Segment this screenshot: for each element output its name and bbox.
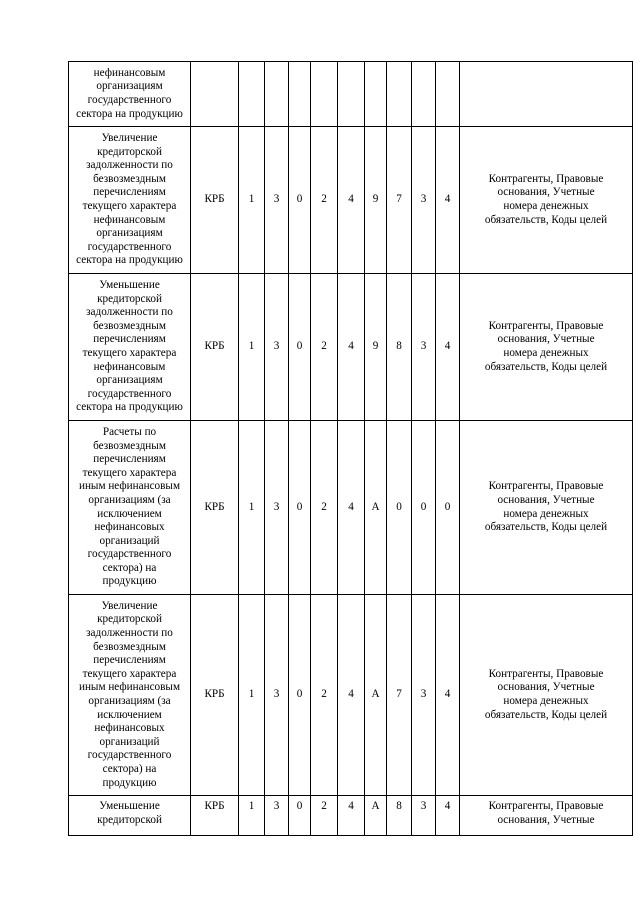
account-name-cell: [69, 127, 191, 274]
code-digit-cell: 0: [289, 796, 311, 836]
code-digit-cell: 4: [338, 595, 365, 796]
accounts-table: [68, 61, 633, 836]
code-digit-cell: [311, 62, 338, 127]
code-digit-cell: 1: [239, 595, 265, 796]
code-digit-cell: 2: [311, 421, 338, 595]
account-name-cell: [69, 595, 191, 796]
account-name-line: задолженности по: [86, 306, 173, 319]
analytics-note-line: обязательств, Коды целей: [484, 708, 608, 721]
account-name-line: исключением: [97, 708, 162, 721]
code-digit-cell: 9: [365, 127, 387, 274]
account-name-line: безвозмездным: [93, 439, 166, 452]
code-digit-cell: 2: [311, 274, 338, 421]
code-digit-cell: [289, 62, 311, 127]
account-name-line: Уменьшение: [99, 800, 160, 812]
account-name-line: государственного: [87, 387, 172, 400]
code-digit-cell: А: [365, 421, 387, 595]
account-name-line: задолженности по: [86, 627, 173, 640]
analytics-note-line: обязательств, Коды целей: [484, 521, 608, 534]
account-name-line: продукцию: [102, 776, 157, 789]
account-name-line: перечислениям: [93, 654, 166, 667]
code-digit-cell: [338, 62, 365, 127]
table-row: [69, 595, 633, 796]
analytics-note-line: Контрагенты, Правовые: [488, 319, 604, 332]
code-digit-cell: 3: [412, 595, 436, 796]
account-name-line: кредиторской: [97, 813, 162, 826]
analytics-note-line: обязательств, Коды целей: [484, 360, 608, 373]
account-name-line: государственного: [87, 749, 172, 762]
account-name-line: нефинансовым: [93, 213, 166, 226]
document-page: [68, 61, 633, 836]
accounts-table-body: [69, 62, 633, 836]
code-digit-cell: 4: [338, 796, 365, 836]
analytics-notes-cell: [460, 274, 633, 421]
code-digit-cell: 4: [338, 274, 365, 421]
account-name-line: текущего характера: [82, 347, 177, 359]
analytics-notes-cell: [460, 796, 633, 836]
account-name-line: Увеличение: [101, 132, 158, 145]
account-name-line: сектора) на: [102, 762, 157, 775]
code-digit-cell: 3: [412, 274, 436, 421]
code-digit-cell: 2: [311, 127, 338, 274]
account-name-line: иным нефинансовым: [78, 681, 181, 694]
account-name-line: нефинансовых: [94, 722, 165, 735]
table-row: [69, 62, 633, 127]
code-digit-cell: 8: [387, 274, 412, 421]
code-digit-cell: 3: [412, 796, 436, 836]
code-digit-cell: [365, 62, 387, 127]
analytics-note-line: номера денежных: [503, 695, 589, 707]
code-digit-cell: [412, 62, 436, 127]
analytics-note-line: Контрагенты, Правовые: [488, 667, 604, 680]
account-name-line: безвозмездным: [93, 172, 166, 185]
analytics-note-line: номера денежных: [503, 200, 589, 212]
analytics-note-line: основания, Учетные: [497, 813, 595, 826]
analytics-notes-cell: [460, 421, 633, 595]
code-digit-cell: [436, 62, 460, 127]
analytics-note-line: основания, Учетные: [497, 186, 595, 199]
account-name-cell: [69, 796, 191, 836]
code-digit-cell: 1: [239, 127, 265, 274]
code-digit-cell: 3: [265, 595, 289, 796]
account-name-line: задолженности по: [86, 159, 173, 172]
account-name-line: нефинансовых: [94, 521, 165, 534]
code-digit-cell: 0: [436, 421, 460, 595]
code-digit-cell: 3: [265, 127, 289, 274]
account-name-line: организациям (за: [88, 695, 171, 707]
table-row: [69, 796, 633, 836]
code-digit-cell: 0: [289, 274, 311, 421]
analytics-note-line: Контрагенты, Правовые: [488, 800, 604, 812]
type-cell: КРБ: [191, 595, 239, 796]
account-name-line: сектора на продукцию: [76, 254, 183, 267]
account-name-line: организациям: [96, 374, 163, 387]
account-name-line: организациям: [96, 227, 163, 240]
code-digit-cell: 1: [239, 421, 265, 595]
analytics-note-line: основания, Учетные: [497, 681, 595, 694]
table-row: [69, 274, 633, 421]
code-digit-cell: 8: [387, 796, 412, 836]
code-digit-cell: 4: [436, 595, 460, 796]
account-name-line: Расчеты по: [102, 425, 157, 438]
code-digit-cell: [387, 62, 412, 127]
type-cell: КРБ: [191, 796, 239, 836]
code-digit-cell: 4: [436, 274, 460, 421]
code-digit-cell: 3: [412, 127, 436, 274]
code-digit-cell: А: [365, 796, 387, 836]
code-digit-cell: 0: [412, 421, 436, 595]
account-name-line: организаций: [99, 534, 160, 547]
account-name-line: иным нефинансовым: [78, 480, 181, 493]
analytics-note-line: основания, Учетные: [497, 333, 595, 346]
account-name-line: организаций: [99, 735, 160, 748]
account-name-line: исключением: [97, 507, 162, 520]
code-digit-cell: А: [365, 595, 387, 796]
code-digit-cell: 2: [311, 595, 338, 796]
type-cell: [191, 62, 239, 127]
table-row: [69, 421, 633, 595]
code-digit-cell: 2: [311, 796, 338, 836]
account-name-line: перечислениям: [93, 333, 166, 346]
account-name-line: государственного: [87, 548, 172, 561]
account-name-line: организациям: [96, 80, 163, 93]
account-name-cell: [69, 274, 191, 421]
code-digit-cell: [239, 62, 265, 127]
account-name-line: перечислениям: [93, 453, 166, 466]
analytics-note-line: обязательств, Коды целей: [484, 213, 608, 226]
code-digit-cell: 7: [387, 595, 412, 796]
code-digit-cell: 3: [265, 796, 289, 836]
code-digit-cell: 3: [265, 274, 289, 421]
code-digit-cell: 7: [387, 127, 412, 274]
type-cell: КРБ: [191, 274, 239, 421]
account-name-line: нефинансовым: [93, 66, 166, 79]
type-cell: КРБ: [191, 421, 239, 595]
code-digit-cell: 0: [289, 421, 311, 595]
code-digit-cell: [265, 62, 289, 127]
account-name-line: сектора) на: [102, 561, 157, 574]
account-name-line: нефинансовым: [93, 360, 166, 373]
code-digit-cell: 0: [289, 127, 311, 274]
type-cell: КРБ: [191, 127, 239, 274]
code-digit-cell: 3: [265, 421, 289, 595]
code-digit-cell: 0: [387, 421, 412, 595]
account-name-line: государственного: [87, 94, 172, 106]
account-name-line: сектора на продукцию: [76, 107, 183, 120]
analytics-notes-cell: [460, 62, 633, 127]
analytics-notes-cell: [460, 127, 633, 274]
account-name-cell: [69, 62, 191, 127]
account-name-line: кредиторской: [97, 292, 162, 305]
account-name-line: организациям (за: [88, 493, 171, 506]
code-digit-cell: 1: [239, 796, 265, 836]
analytics-notes-cell: [460, 595, 633, 796]
code-digit-cell: 4: [338, 127, 365, 274]
account-name-cell: [69, 421, 191, 595]
account-name-line: перечислениям: [93, 186, 166, 199]
code-digit-cell: 9: [365, 274, 387, 421]
account-name-line: Увеличение: [101, 599, 158, 612]
code-digit-cell: 4: [436, 127, 460, 274]
account-name-line: государственного: [87, 240, 172, 253]
analytics-note-line: Контрагенты, Правовые: [488, 172, 604, 185]
account-name-line: продукцию: [102, 575, 157, 588]
code-digit-cell: 1: [239, 274, 265, 421]
code-digit-cell: 0: [289, 595, 311, 796]
code-digit-cell: 4: [338, 421, 365, 595]
account-name-line: безвозмездным: [93, 640, 166, 653]
table-row: [69, 127, 633, 274]
account-name-line: Уменьшение: [99, 279, 160, 292]
analytics-note-line: Контрагенты, Правовые: [488, 480, 604, 493]
account-name-line: сектора на продукцию: [76, 401, 183, 414]
account-name-line: безвозмездным: [93, 319, 166, 332]
account-name-line: кредиторской: [97, 145, 162, 158]
code-digit-cell: 4: [436, 796, 460, 836]
analytics-note-line: основания, Учетные: [497, 493, 595, 506]
account-name-line: текущего характера: [82, 200, 177, 212]
account-name-line: кредиторской: [97, 613, 162, 626]
account-name-line: текущего характера: [82, 667, 177, 680]
analytics-note-line: номера денежных: [503, 347, 589, 359]
analytics-note-line: номера денежных: [503, 507, 589, 520]
account-name-line: текущего характера: [82, 466, 177, 479]
